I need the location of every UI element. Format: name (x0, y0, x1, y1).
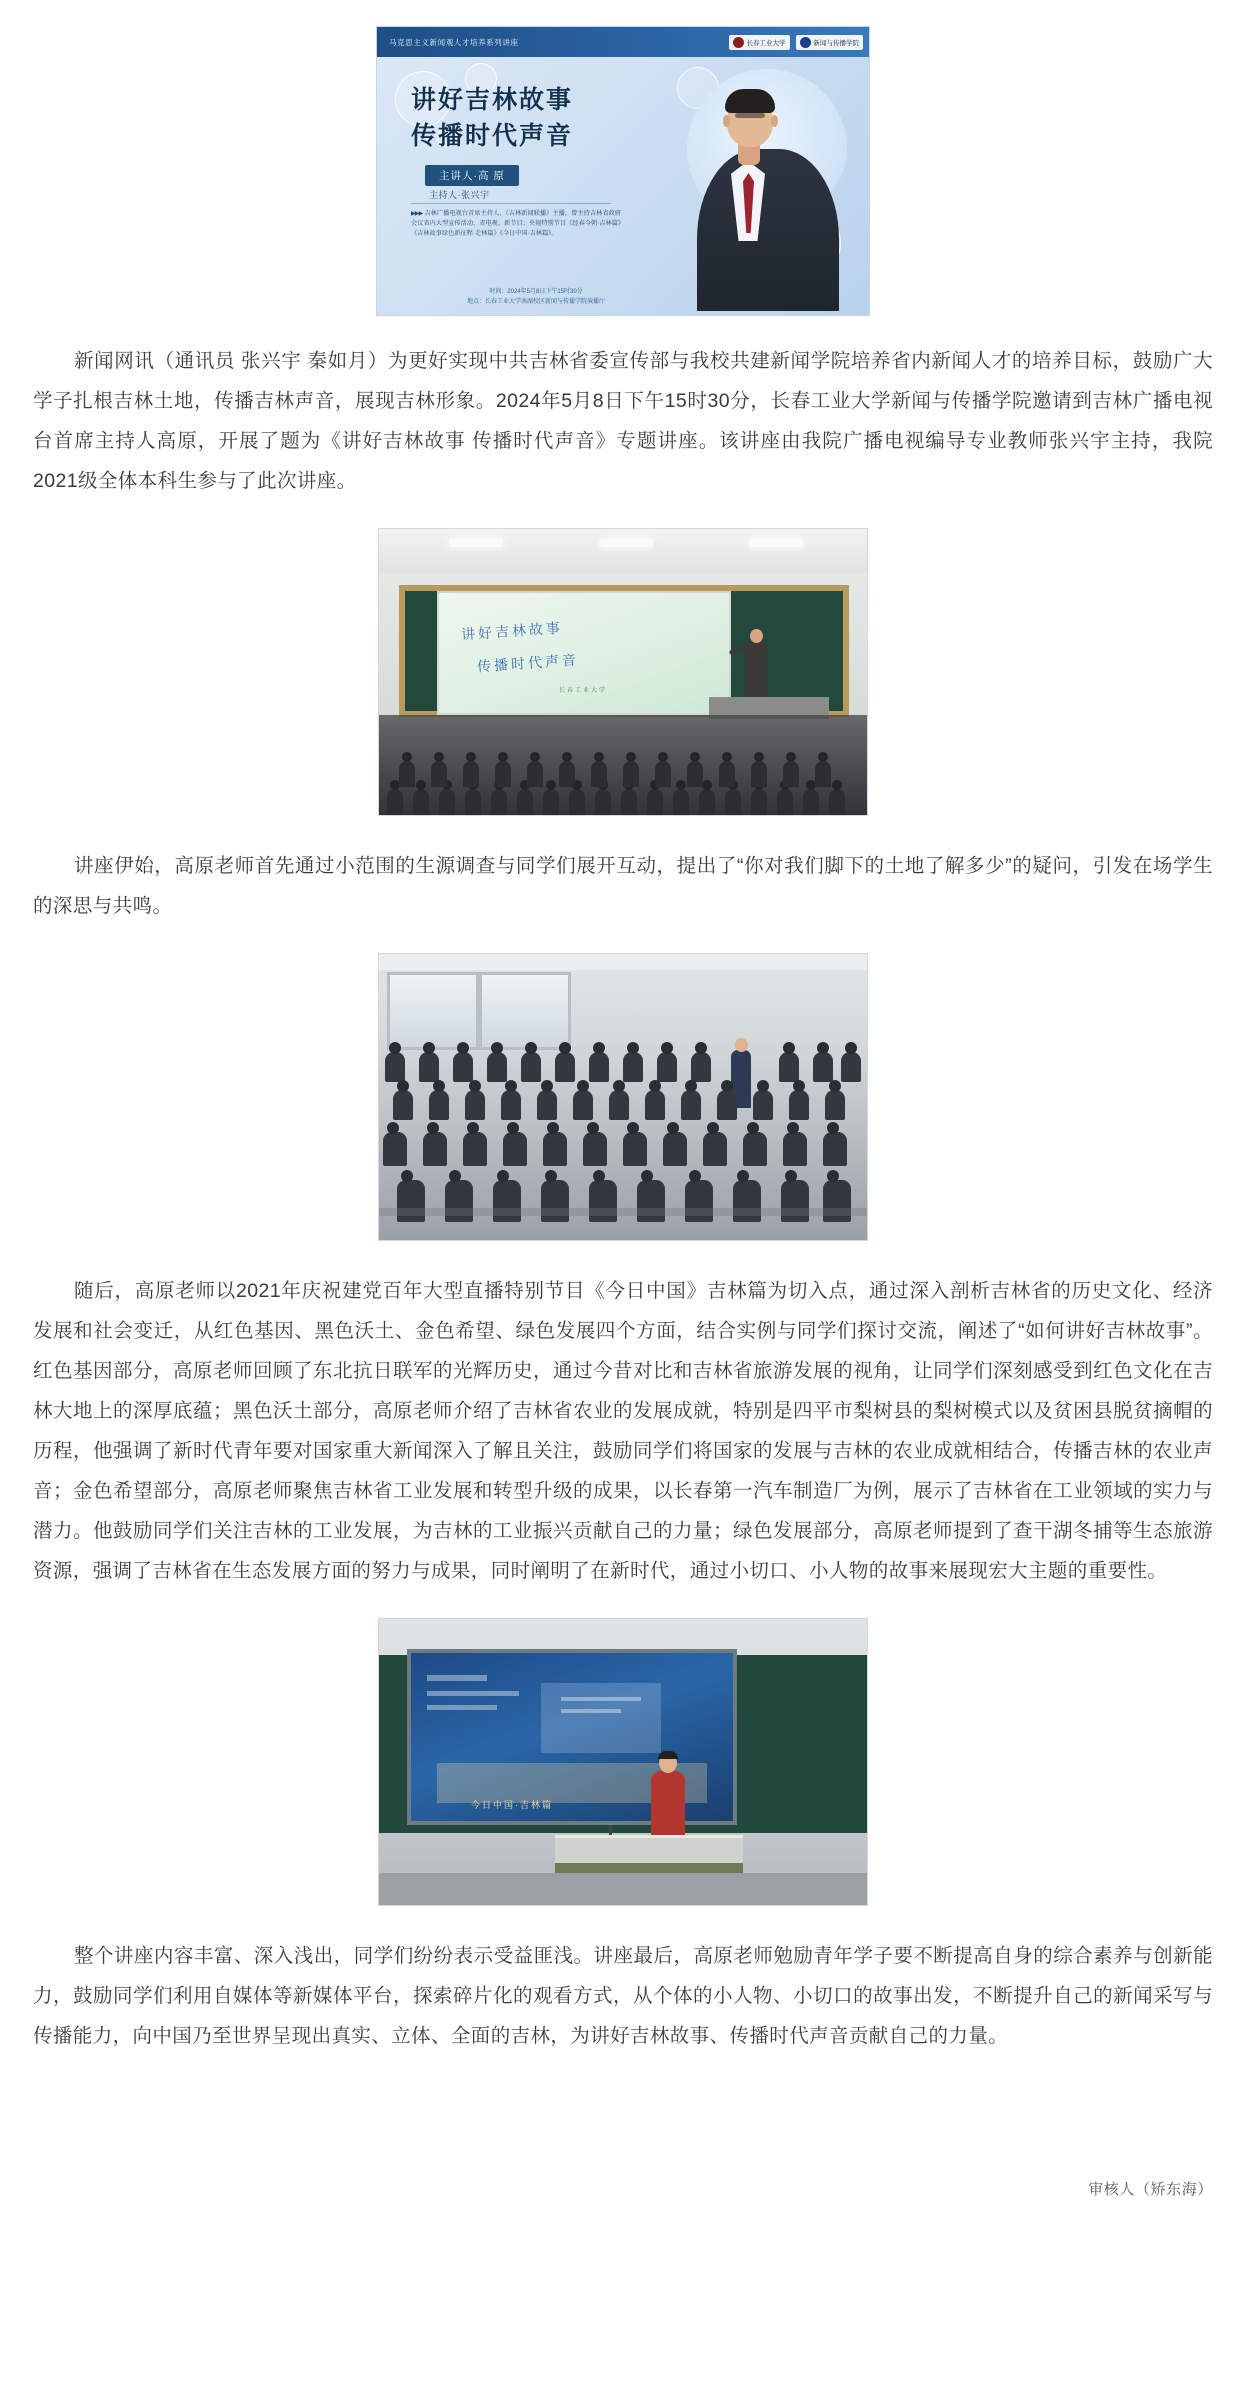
paragraph-1: 新闻网讯（通讯员 张兴宇 秦如月）为更好实现中共吉林省委宣传部与我校共建新闻学院培养省内新闻人才的培养目标，鼓励广大学子扎根吉林土地，传播吉林声音，展现吉林形象。2024年5月8日下午15时30分，长春工业大学新闻与传播学院邀请到吉林广播电视台首席主持人高原，开展了题为《讲好吉林故事 传播时代声音》专题讲座。该讲座由我院广播电视编导专业教师张兴宇主持，我院2021级全体本科生参与了此次讲座。 (33, 350, 1213, 492)
photo-audience (378, 953, 868, 1241)
poster-body (377, 57, 869, 316)
poster-speaker-tag: 主讲人·高 原 (425, 165, 519, 186)
poster-footer (411, 287, 661, 307)
poster-logos (729, 35, 864, 50)
university-logo (729, 35, 790, 50)
paragraph-2: 讲座伊始，高原老师首先通过小范围的生源调查与同学们展开互动，提出了“你对我们脚下的土地了解多少”的疑问，引发在场学生的深思与共鸣。 (33, 854, 1213, 917)
article-body (33, 342, 1213, 2118)
poster-speaker-description (411, 209, 621, 240)
university-seal-icon (733, 37, 744, 48)
poster-title-line-2: 传播时代声音 (411, 123, 574, 151)
poster-time-line: 时间：2024年5月8日下午15时30分 (489, 288, 583, 295)
figure-audience (33, 953, 1213, 1246)
poster-title (411, 83, 573, 156)
poster-top-bar (377, 27, 869, 57)
figure-speaker-podium (33, 1618, 1213, 1911)
figure-lecture-hall (33, 528, 1213, 821)
poster-figure (0, 26, 1246, 316)
screen-title-line-2: 传播时代声音 (476, 653, 580, 676)
paragraph-3: 随后，高原老师以2021年庆祝建党百年大型直播特别节目《今日中国》吉林篇为切入点，通过深入剖析吉林省的历史文化、经济发展和社会变迁，从红色基因、黑色沃土、金色希望、绿色发展四个方面，结合实例与同学们探讨交流，阐述了“如何讲好吉林故事”。红色基因部分，高原老师回顾了东北抗日联军的光辉历史，通过今昔对比和吉林省旅游发展的视角，让同学们深刻感受到红色文化在吉林大地上的深厚底蕴；黑色沃土部分，高原老师介绍了吉林省农业的发展成就，特别是四平市梨树县的梨树模式以及贫困县脱贫摘帽的历程，他强调了新时代青年要对国家重大新闻深入了解且关注，鼓励同学们将国家的发展与吉林的农业成就相结合，传播吉林的农业声音；金色希望部分，高原老师聚焦吉林省工业发展和转型升级的成果，以长春第一汽车制造厂为例，展示了吉林省在工业领域的实力与潜力。他鼓励同学们关注吉林的工业发展，为吉林的工业振兴贡献自己的力量；绿色发展部分，高原老师提到了查干湖冬捕等生态旅游资源，强调了吉林省在生态发展方面的努力与成果，同时阐明了在新时代，通过小切口、小人物的故事来展现宏大主题的重要性。 (33, 1279, 1213, 1582)
projection-screen (437, 591, 731, 715)
poster-description-text: 吉林广播电视台首席主持人、《吉林新闻联播》主播，曾主持吉林省政府会议省内大型宣传活动、省电视、新节目；央视特别节目《经春今朝·吉林篇》《吉林故事绿色新征程·走林篇》《今日中国·吉林篇》。 (411, 210, 621, 238)
bullet-dots-icon: ▶▶▶ (411, 210, 423, 217)
poster-title-line-1: 讲好吉林故事 (411, 87, 574, 114)
school-logo-label: 新闻与传播学院 (813, 39, 859, 47)
paragraph-4: 整个讲座内容丰富、深入浅出，同学们纷纷表示受益匪浅。讲座最后，高原老师勉励青年学子要不断提高自身的综合素养与创新能力，鼓励同学们利用自媒体等新媒体平台，探索碎片化的观看方式，从个体的小人物、小切口的故事出发，不断提升自己的新闻采写与传播能力，向中国乃至世界呈现出真实、立体、全面的吉林，为讲好吉林故事、传播时代声音贡献自己的力量。 (33, 1944, 1213, 2047)
photo-speaker-podium (378, 1618, 868, 1906)
screen-program-caption: 今日中国·吉林篇 (471, 1799, 553, 1810)
poster-divider (411, 203, 611, 204)
poster-host-line: 主持人·张兴宇 (429, 190, 490, 200)
school-seal-icon (800, 37, 811, 48)
article-page (0, 26, 1246, 2199)
photo-lecture-hall (378, 528, 868, 816)
presentation-screen (407, 1649, 737, 1825)
reviewer-line: 审核人（矫东海） (1088, 2181, 1213, 2199)
screen-title-line-1: 讲好吉林故事 (460, 621, 564, 644)
school-logo (796, 35, 864, 50)
screen-badge: 长春工业大学 (559, 687, 608, 694)
poster-speaker-photo (677, 65, 853, 311)
poster-place-line: 地点：长春工业大学南湖校区新闻与传播学院演播厅 (466, 298, 605, 305)
poster-series-line: 马克思主义新闻观人才培养系列讲座 (389, 37, 519, 47)
university-logo-label: 长春工业大学 (746, 39, 786, 47)
lecture-poster (376, 26, 870, 316)
